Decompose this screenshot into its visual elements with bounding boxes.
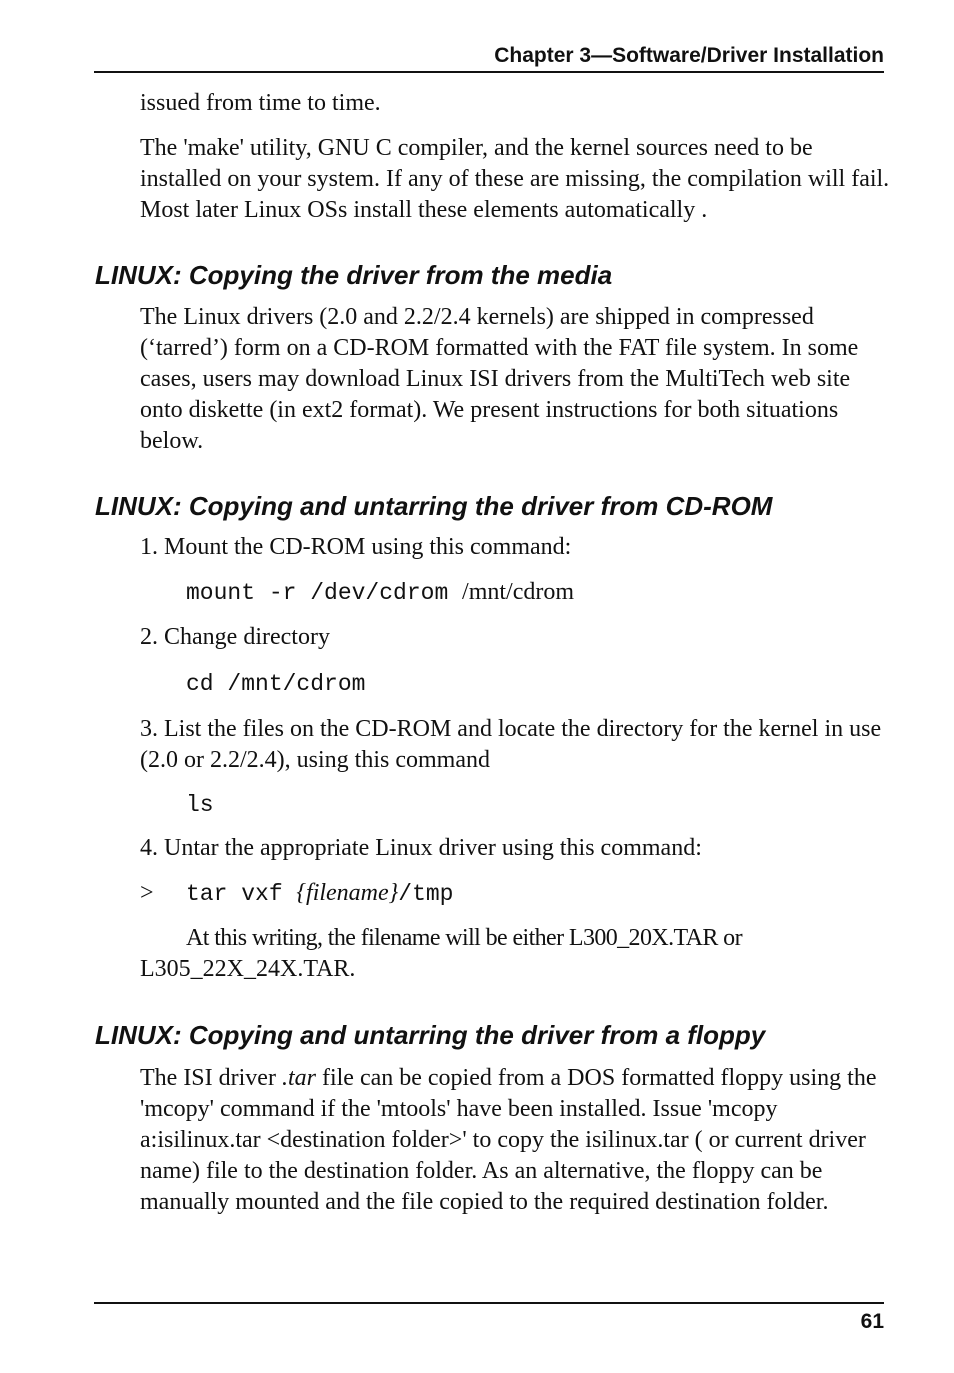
- media-paragraph: The Linux drivers (2.0 and 2.2/2.4 kernels) are shipped in compressed (‘tarred’) form on a CD-ROM formatted with the FAT file system. In some cases, users may download Linux ISI drivers from the MultiTech web site onto diskette (in ext2 format). We present instructions for both situations below.: [140, 304, 859, 454]
- chapter-header: Chapter 3—Software/Driver Installation: [494, 44, 884, 67]
- tar-command-mono: tar vxf: [186, 881, 297, 907]
- requirements-paragraph: The 'make' utility, GNU C compiler, and the kernel sources need to be installed on your system. If any of these are missing, the compilation will fail. Most later Linux OSs install these elements automatically .: [140, 135, 890, 223]
- floppy-text-rest: file can be copied from a DOS formatted floppy using the 'mcopy' command if the 'mtools' have been installed. Issue 'mcopy a:isilinux.tar <destination folder>' to copy the isilinux.tar ( or current driver name) file to the destination folder. As an alternative, the floppy can be manually mounted and the file copied to the required destination folder.: [140, 1065, 877, 1215]
- page-number: 61: [860, 1310, 884, 1333]
- tar-command-target: /tmp: [398, 881, 454, 907]
- tar-command: [186, 880, 453, 907]
- filename-note-line-1: At this writing, the filename will be either L300_20X.TAR or: [186, 925, 742, 951]
- step-2-text: 2. Change directory: [140, 624, 330, 650]
- tar-command-filename: {filename}: [296, 880, 399, 906]
- mount-command: [186, 579, 574, 606]
- command-prompt-symbol: >: [140, 880, 154, 906]
- heading-copying-from-media: LINUX: Copying the driver from the media: [95, 260, 613, 290]
- footer-rule: [94, 1302, 884, 1304]
- floppy-paragraph: [140, 1063, 890, 1218]
- step-3-text: 3. List the files on the CD-ROM and locate the directory for the kernel in use (2.0 or 2.2/2.4), using this command: [140, 716, 882, 773]
- ls-command: ls: [186, 792, 214, 818]
- mount-command-mono: mount -r /dev/cdrom: [186, 580, 463, 606]
- mount-command-path: /mnt/cdrom: [462, 579, 575, 605]
- heading-copying-from-floppy: LINUX: Copying and untarring the driver from a floppy: [95, 1020, 766, 1050]
- step-4-text: 4. Untar the appropriate Linux driver using this command:: [140, 835, 702, 861]
- floppy-text-start: The ISI driver: [140, 1065, 282, 1091]
- step-1-text: 1. Mount the CD-ROM using this command:: [140, 534, 572, 560]
- tar-extension: .tar: [281, 1065, 316, 1091]
- intro-continuation: issued from time to time.: [140, 90, 381, 116]
- heading-copying-from-cdrom: LINUX: Copying and untarring the driver from CD-ROM: [95, 491, 773, 521]
- header-rule: [94, 71, 884, 73]
- filename-note-line-2: L305_22X_24X.TAR.: [140, 956, 356, 982]
- cd-command: cd /mnt/cdrom: [186, 671, 366, 697]
